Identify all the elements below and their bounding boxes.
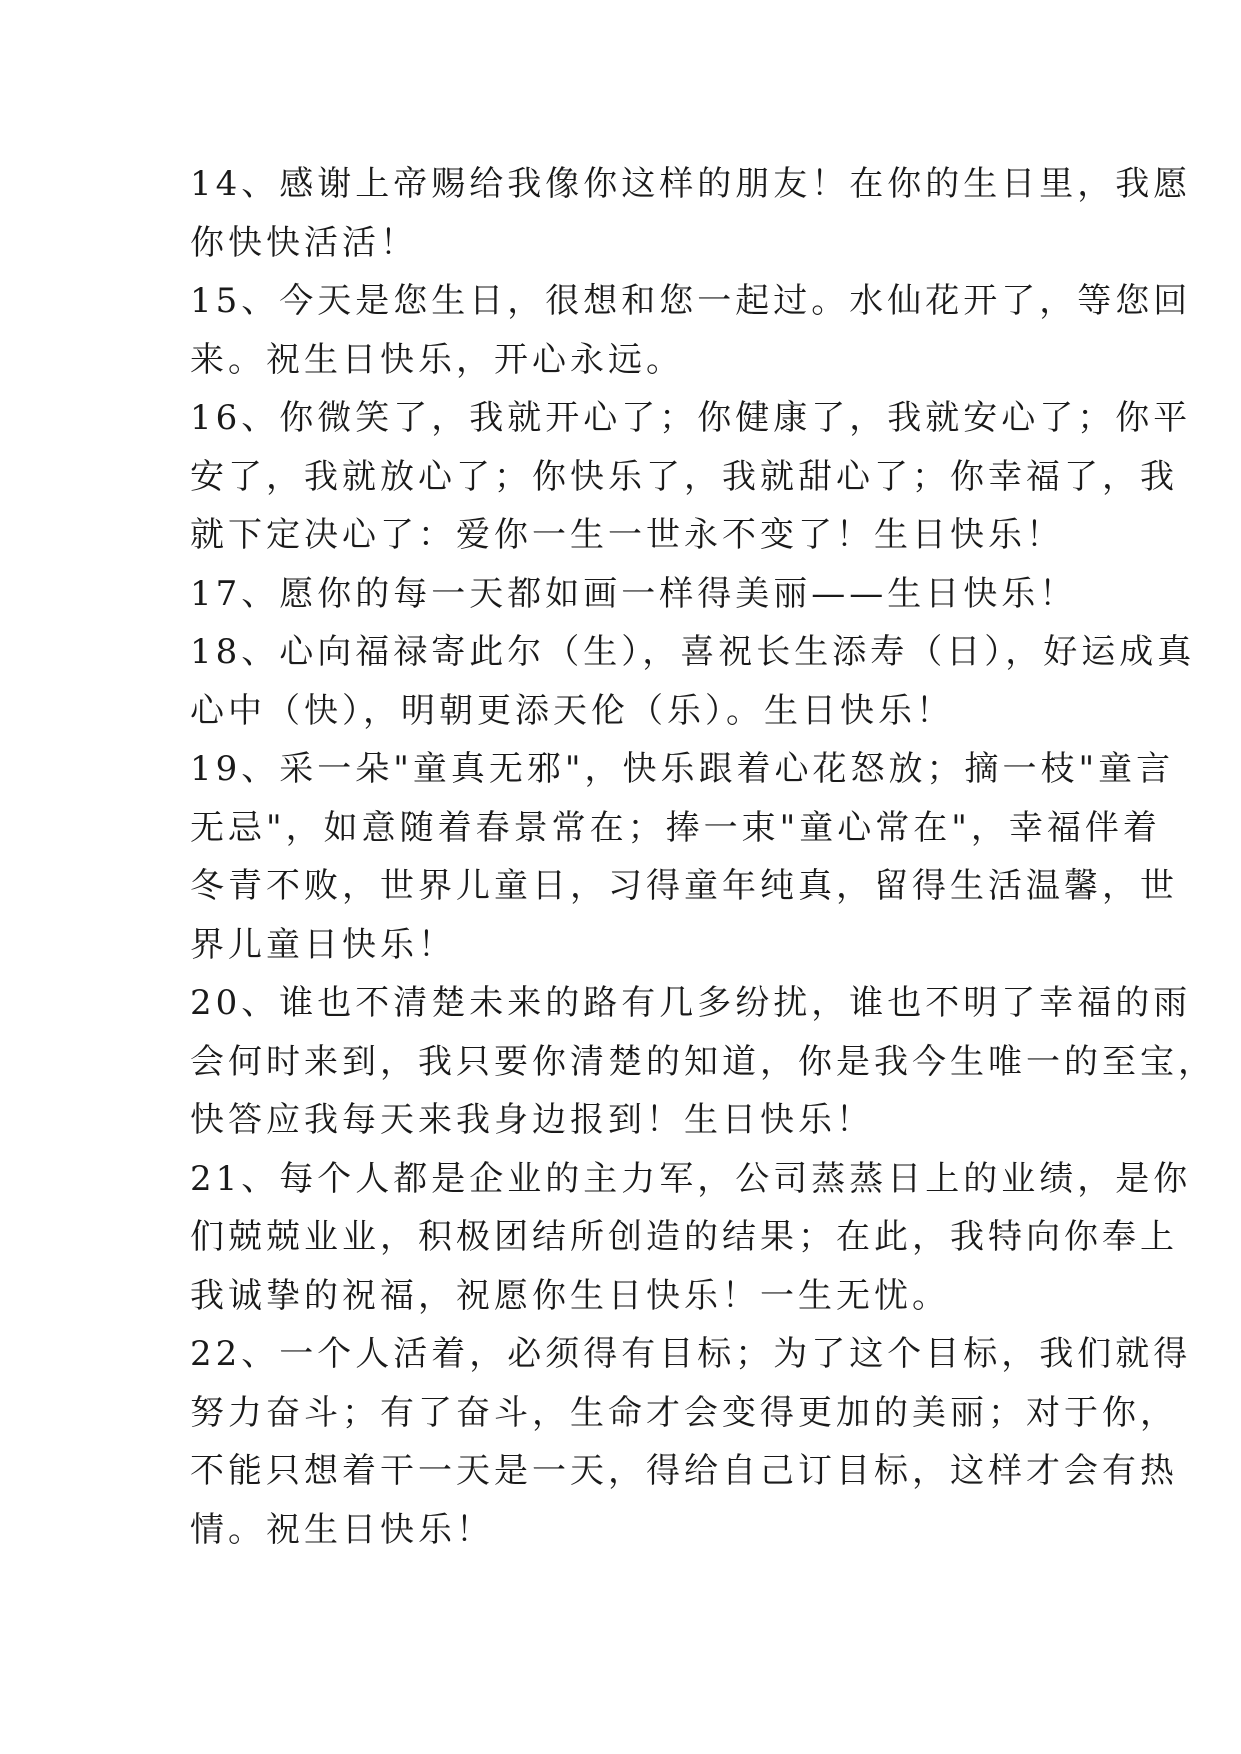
text-line: 21、每个人都是企业的主力军，公司蒸蒸日上的业绩，是你 xyxy=(190,1158,1192,1199)
text-line: 15、今天是您生日，很想和您一起过。水仙花开了，等您回 xyxy=(190,281,1192,321)
text-line: 努力奋斗；有了奋斗，生命才会变得更加的美丽；对于你， xyxy=(190,1392,1178,1433)
text-line: 安了，我就放心了；你快乐了，我就甜心了；你幸福了，我 xyxy=(190,456,1178,497)
text-line: 17、愿你的每一天都如画一样得美丽——生日快乐！ xyxy=(190,573,1078,614)
text-line: 无忌"，如意随着春景常在；捧一束"童心常在"，幸福伴着 xyxy=(190,807,1161,848)
text-line: 界儿童日快乐！ xyxy=(190,924,456,965)
text-line: 22、一个人活着，必须得有目标；为了这个目标，我们就得 xyxy=(190,1334,1192,1374)
text-line: 就下定决心了：爱你一生一世永不变了！生日快乐！ xyxy=(190,515,1064,555)
text-line: 会何时来到，我只要你清楚的知道，你是我今生唯一的至宝， xyxy=(190,1041,1216,1082)
text-line: 们兢兢业业，积极团结所创造的结果；在此，我特向你奉上 xyxy=(190,1217,1178,1257)
text-line: 16、你微笑了，我就开心了；你健康了，我就安心了；你平 xyxy=(190,398,1192,438)
document-body xyxy=(190,155,1216,1559)
text-line: 20、谁也不清楚未来的路有几多纷扰，谁也不明了幸福的雨 xyxy=(190,983,1192,1023)
text-line: 不能只想着干一天是一天，得给自己订目标，这样才会有热 xyxy=(190,1451,1178,1491)
text-line: 你快快活活！ xyxy=(190,222,418,263)
text-line: 情。祝生日快乐！ xyxy=(190,1509,494,1550)
text-line: 19、采一朵"童真无邪"，快乐跟着心花怒放；摘一枝"童言 xyxy=(190,749,1175,789)
text-line: 来。祝生日快乐，开心永远。 xyxy=(190,339,684,380)
text-line: 14、感谢上帝赐给我像你这样的朋友！在你的生日里，我愿 xyxy=(190,164,1192,204)
text-line: 我诚挚的祝福，祝愿你生日快乐！一生无忧。 xyxy=(190,1275,950,1316)
text-line: 快答应我每天来我身边报到！生日快乐！ xyxy=(190,1100,874,1140)
text-line: 冬青不败，世界儿童日，习得童年纯真，留得生活温馨，世 xyxy=(190,866,1178,906)
text-line: 心中（快），明朝更添天伦（乐）。生日快乐！ xyxy=(190,690,954,731)
text-line: 18、心向福禄寄此尔（生），喜祝长生添寿（日），好运成真 xyxy=(190,632,1196,672)
